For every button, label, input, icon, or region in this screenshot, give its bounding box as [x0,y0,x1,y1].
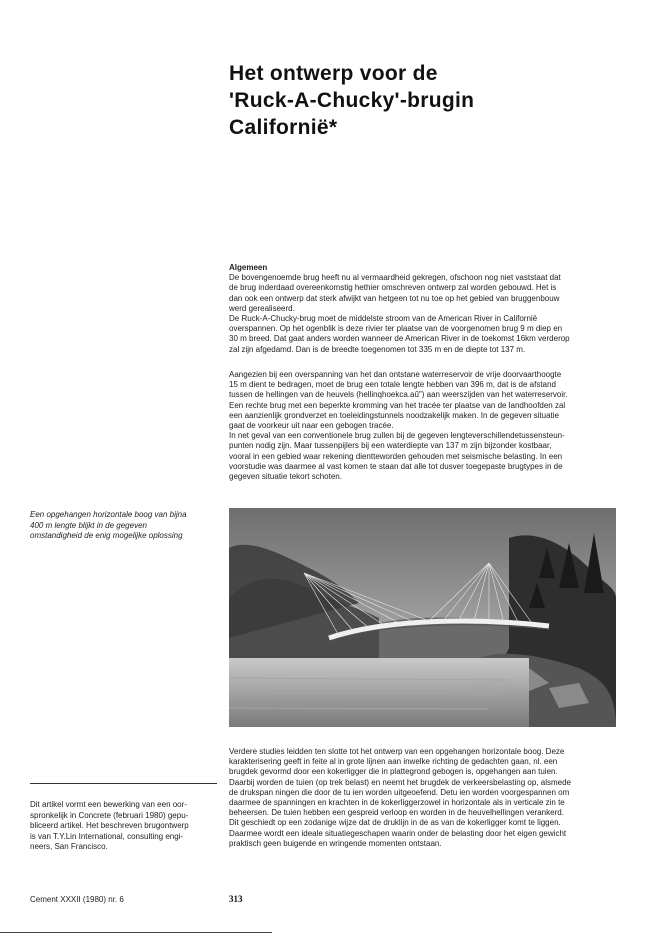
footnote-line: is van T.Y.Lin International, consulting engi- [30,831,184,841]
footnote-line: spronkelijk in Concrete (februari 1980) gepu- [30,810,189,820]
footnote-line: neers, San Francisco. [30,842,108,851]
text-line: overspannen. Op het ogenblik is deze rivier ter plaatse van de voorgenomen brug 9 m diep en [229,324,563,334]
figure-caption [30,510,225,542]
section-aangezien [229,370,615,482]
footnote [30,800,220,853]
text-line: praktisch geen buigende en wringende momenten ontstaan. [229,838,442,848]
text-line: vooral in een gebied waar rekening dientteworden gehouden met seismische belasting. In een [229,451,563,461]
bottom-divider [0,932,272,933]
text-line: karakterisering geeft in feite al in grote lijnen aan inwelke richting de gedachten gaan, nl. een [229,757,558,767]
text-line: zal zijn afgedamd. Dan is de breedte toegenomen tot 335 m en de diepte tot 137 m. [229,344,526,354]
caption-line: omstandigheid de enig mogelijke oplossing [30,531,183,540]
text-line: In net geval van een conventionele brug zullen bij de gegeven lengteverschillendetussensteun- [229,431,565,441]
text-line: voorstudie was daarmee al vast komen te staan dat alle tot dusver toegepaste brugtypes in de [229,461,563,471]
journal-reference: Cement XXXII (1980) nr. 6 [30,895,124,904]
text-line: 30 m breed. Dat gaat anders worden wanneer de American River in de toekomst 16km verderop [229,334,570,344]
section-algemeen [229,263,615,355]
caption-line: 400 m lengte blijkt in de gegeven [30,520,147,530]
text-line: werd gerealiseerd. [229,303,295,313]
footnote-divider [30,783,217,784]
footnote-line: Dit artikel vormt een bewerking van een oor- [30,800,187,809]
text-line: gaat de voorkeur uit naar een gebogen tracée. [229,421,394,431]
text-line: brugdek gevormd door een kokerligger die in plattegrond gebogen is, opgehangen aan tuien. [229,767,558,777]
section-heading: Algemeen [229,263,268,272]
text-line: een aanzienlijk grondverzet en toeleidingstunnels noodzakelijk maken. In de gegeven situatie [229,410,559,420]
text-line: punten nodig zijn. Maar tussenpijlers bij een waterdiepte van 137 m zijn bijzonder kostbaar, [229,441,552,451]
title-line: 'Ruck-A-Chucky'-brugin [229,89,475,112]
bridge-illustration [229,508,616,727]
text-line: gegeven situatie tekort schoten. [229,472,342,482]
text-line: dan ook een ontwerp dat sterk afwijkt van hetgeen tot nu toe op het gebied van bruggenbouw [229,293,560,303]
footnote-line: bliceerd artikel. Het beschreven brugontwerp [30,821,189,830]
caption-line: Een opgehangen horizontale boog van bijna [30,510,187,519]
water [229,658,529,727]
text-line: de brug inderdaad overeenkomstig hethier omschreven ontwerp zal worden gebouwd. Het is [229,283,557,293]
text-line: beheersen. De tuien hebben een gespreid verloop en worden in de heuvelhellingen verankerd. [229,808,564,818]
article-title [229,60,629,141]
text-line: daarmee de spanningen en krachten in de kokerliggerzowel in horizontale als in verticale zin te [229,798,565,808]
page-number: 313 [229,894,243,904]
text-line: Een rechte brug met een beperkte kromming van het tracée ter plaatse van de landhoofden zal [229,400,566,410]
title-line: Californië* [229,116,338,139]
text-line: Dit geschiedt op een zodanige wijze dat de druklijn in de as van de kokerligger komt te liggen. [229,818,561,828]
text-line: 15 m dient te bedragen, moet de brug een totale lengte hebben van 396 m, dat is de afstand [229,380,556,390]
text-line: Aangezien bij een overspanning van het dan ontstane waterreservoir de vrije doorvaarthoogte [229,370,562,379]
text-line: Verdere studies leidden ten slotte tot het ontwerp van een opgehangen horizontale boog. Deze [229,747,565,756]
text-line: tussen de hellingen van de heuvels (hellinqhoekca.aû") aan weerszijden van het waterreservoir. [229,390,568,400]
text-line: De bovengenoemde brug heeft nu al vermaardheid gekregen, ofschoon nog niet vaststaat dat [229,273,561,283]
text-line: De Ruck-A-Chucky-brug moet de middelste stroom van de American River in Californië [229,314,538,324]
text-line: Daarmee wordt een ideale situatiegeschapen waarin onder de belasting door het eigen gewicht [229,828,567,838]
title-line: Het ontwerp voor de [229,62,438,85]
text-line: de drukspan ningen die door de tu ien worden uitgeoefend. Detu ien worden voorgespannen om [229,787,570,797]
section-verdere-studies [229,747,615,849]
text-line: Daarbij worden de tuien (op trek belast) en neemt het brugdek de verkeersbelasting op, alsmede [229,777,571,787]
